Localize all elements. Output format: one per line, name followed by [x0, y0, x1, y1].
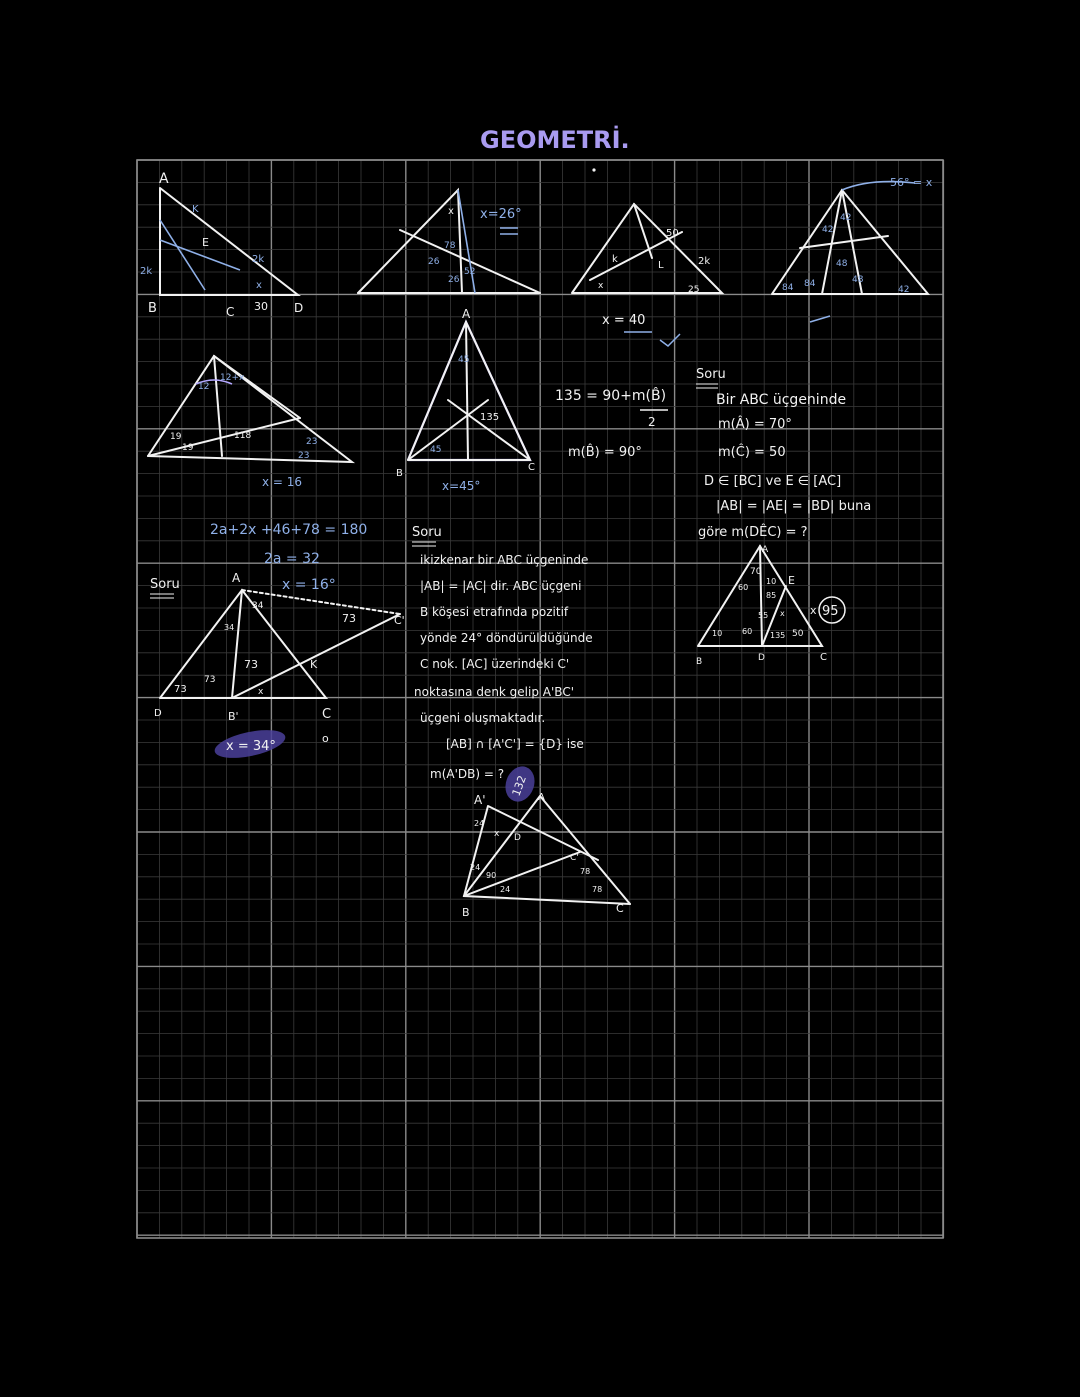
- sl-a34: 34: [252, 601, 264, 611]
- f1-side-2k: 2k: [140, 266, 153, 277]
- soru-mid-answer: 132: [509, 773, 530, 798]
- f5-a5: 118: [234, 431, 252, 441]
- f4-a7: 42: [898, 285, 910, 295]
- sr-a60: 60: [738, 583, 749, 592]
- sl-a73c: 73: [204, 675, 216, 685]
- f3-a1: 50: [666, 228, 679, 239]
- sl-label-A: A: [232, 571, 241, 585]
- f2-a3: 52: [464, 267, 476, 277]
- f3-a2: 2k: [698, 256, 711, 267]
- soru-left-heading: Soru: [150, 577, 180, 592]
- f1-label-B: B: [148, 301, 157, 316]
- f4-a6: 84: [804, 279, 816, 289]
- sr-a70: 70: [750, 567, 762, 577]
- soru-right-line3: m(Ĉ) = 50: [718, 445, 786, 460]
- sr-b60: 60: [742, 627, 753, 636]
- sr-answer-x: x: [810, 604, 817, 617]
- work2-eq2: 2a = 32: [264, 551, 320, 567]
- sm-label-C1: C': [570, 853, 579, 863]
- sr-x: x: [780, 609, 785, 618]
- sr-a55: 55: [758, 611, 769, 620]
- f6-a1: 45: [458, 355, 470, 365]
- soru-mid-line5: C nok. [AC] üzerindeki C': [420, 657, 570, 671]
- f1-label-K: K: [192, 204, 199, 215]
- f5-a6: 23: [306, 437, 318, 447]
- sm-a78: 78: [580, 867, 591, 876]
- soru-mid-line8: [AB] ∩ [A'C'] = {D} ise: [446, 737, 584, 751]
- soru-left-answer: x = 34°: [226, 739, 276, 754]
- f4-a4: 48: [852, 275, 864, 285]
- f5-a3: 19: [170, 432, 182, 442]
- sl-label-C: C: [322, 707, 332, 722]
- figure-2-triangle: [358, 190, 540, 293]
- soru-mid-line7: üçgeni oluşmaktadır.: [420, 711, 546, 725]
- soru-mid-line6: noktasına denk gelip A'BC': [414, 685, 574, 699]
- f3-k: k: [612, 254, 618, 265]
- figure-4-triangle: [772, 176, 933, 322]
- sl-label-o: o: [322, 732, 329, 745]
- f6-a3: 45: [430, 445, 442, 455]
- soru-mid-line3: B köşesi etrafında pozitif: [420, 605, 569, 619]
- figure-3-triangle: [572, 204, 722, 346]
- sl-label-D: D: [154, 708, 162, 719]
- sl-x: x: [258, 687, 264, 697]
- f1-label-A: A: [159, 171, 169, 187]
- sr-label-A: A: [762, 545, 769, 555]
- f6-a2: 135: [480, 412, 500, 423]
- f5-answer: x = 16: [262, 475, 303, 489]
- sl-label-K: K: [310, 658, 318, 671]
- f3-answer: x = 40: [602, 313, 646, 328]
- soru-mid-line1: ikizkenar bir ABC üçgeninde: [420, 553, 589, 567]
- sl-a73d: 73: [174, 684, 187, 695]
- f3-a3: 25: [688, 285, 700, 295]
- sm-a90: 90: [486, 871, 497, 880]
- soru-right-answer: 95: [822, 604, 839, 619]
- figure-5-triangle: [148, 356, 352, 489]
- sr-a135: 135: [770, 631, 786, 640]
- sr-a10: 10: [766, 577, 777, 586]
- work2-eq1: 2a+2x +46+78 = 180: [210, 522, 368, 538]
- sr-a50: 50: [792, 629, 804, 639]
- work2-eq3: x = 16°: [282, 577, 336, 593]
- soru-right-line1: Bir ABC üçgeninde: [716, 392, 847, 408]
- soru-left: [150, 571, 405, 763]
- soru-right-line6: göre m(DÊC) = ?: [698, 525, 808, 540]
- soru-right: [696, 367, 871, 667]
- sm-a78b: 78: [592, 885, 603, 894]
- soru-right-heading: Soru: [696, 367, 726, 382]
- f4-a5: 84: [782, 283, 794, 293]
- f6-answer: x=45°: [442, 479, 481, 493]
- f5-a4: 19: [182, 443, 194, 453]
- f1-seg-2k: 2k: [252, 254, 265, 265]
- soru-right-line5: |AB| = |AE| = |BD| buna: [716, 499, 872, 514]
- f1-label-D: D: [294, 301, 304, 315]
- f6-label-C: C: [528, 462, 535, 473]
- sr-label-C: C: [820, 652, 827, 663]
- sm-a24b: 24: [470, 863, 481, 872]
- page-title: GEOMETRİ.: [480, 126, 630, 154]
- sl-a73: 73: [342, 612, 356, 625]
- f4-a1: 42: [822, 225, 834, 235]
- f5-a1: 12: [198, 382, 210, 392]
- f4-answer: 56° = x: [890, 176, 933, 189]
- f3-l: L: [658, 260, 664, 271]
- f2-x: x: [448, 206, 454, 217]
- soru-mid-heading: Soru: [412, 525, 442, 540]
- sm-label-A1: A': [474, 793, 486, 807]
- work1-denom: 2: [648, 415, 656, 429]
- sr-b10: 10: [712, 629, 723, 638]
- f5-a7: 23: [298, 451, 310, 461]
- sr-label-D: D: [758, 653, 765, 663]
- f6-label-B: B: [396, 468, 403, 479]
- soru-mid: [412, 525, 630, 919]
- sm-a24c: 24: [500, 885, 511, 894]
- f3-x: x: [598, 281, 604, 291]
- f2-answer: x=26°: [480, 207, 522, 222]
- sr-label-B: B: [696, 657, 703, 667]
- work1-line1: 135 = 90+m(B̂): [555, 388, 667, 404]
- sl-label-B1: B': [228, 710, 239, 723]
- sl-a73b: 73: [244, 658, 258, 671]
- soru-right-line4: D ∈ [BC] ve E ∈ [AC]: [704, 474, 842, 489]
- sm-label-A: A: [538, 792, 545, 803]
- f5-a2: 12+x: [220, 373, 245, 383]
- sm-a24: 24: [474, 819, 485, 828]
- f2-a4: 26: [448, 275, 460, 285]
- figure-1-right-triangle: [140, 171, 303, 319]
- f4-a2: 42: [840, 213, 852, 223]
- f1-label-E: E: [202, 236, 209, 249]
- work1-line2: m(B̂) = 90°: [568, 445, 642, 460]
- f1-angle-30: 30: [254, 300, 268, 313]
- f1-label-C: C: [226, 305, 235, 319]
- sm-label-C: C: [616, 902, 624, 915]
- sr-label-E: E: [788, 574, 795, 587]
- sm-label-B: B: [462, 906, 470, 919]
- soru-mid-line9: m(A'DB) = ?: [430, 767, 505, 781]
- soru-mid-line4: yönde 24° döndürüldüğünde: [420, 631, 593, 645]
- f2-a2: 26: [428, 257, 440, 267]
- f1-x: x: [256, 280, 262, 291]
- f6-label-A: A: [462, 307, 471, 321]
- sl-label-C1: C': [394, 614, 405, 627]
- f4-a3: 48: [836, 259, 848, 269]
- figure-6-triangle: [396, 307, 535, 493]
- sm-label-D: D: [514, 833, 521, 843]
- soru-mid-line2: |AB| = |AC| dir. ABC üçgeni: [420, 579, 582, 593]
- soru-right-line2: m(Â) = 70°: [718, 417, 792, 432]
- f2-a1: 78: [444, 241, 456, 251]
- sl-a34b: 34: [224, 623, 235, 632]
- sr-a85: 85: [766, 591, 777, 600]
- sm-x: x: [494, 829, 500, 839]
- work-135: [555, 387, 668, 460]
